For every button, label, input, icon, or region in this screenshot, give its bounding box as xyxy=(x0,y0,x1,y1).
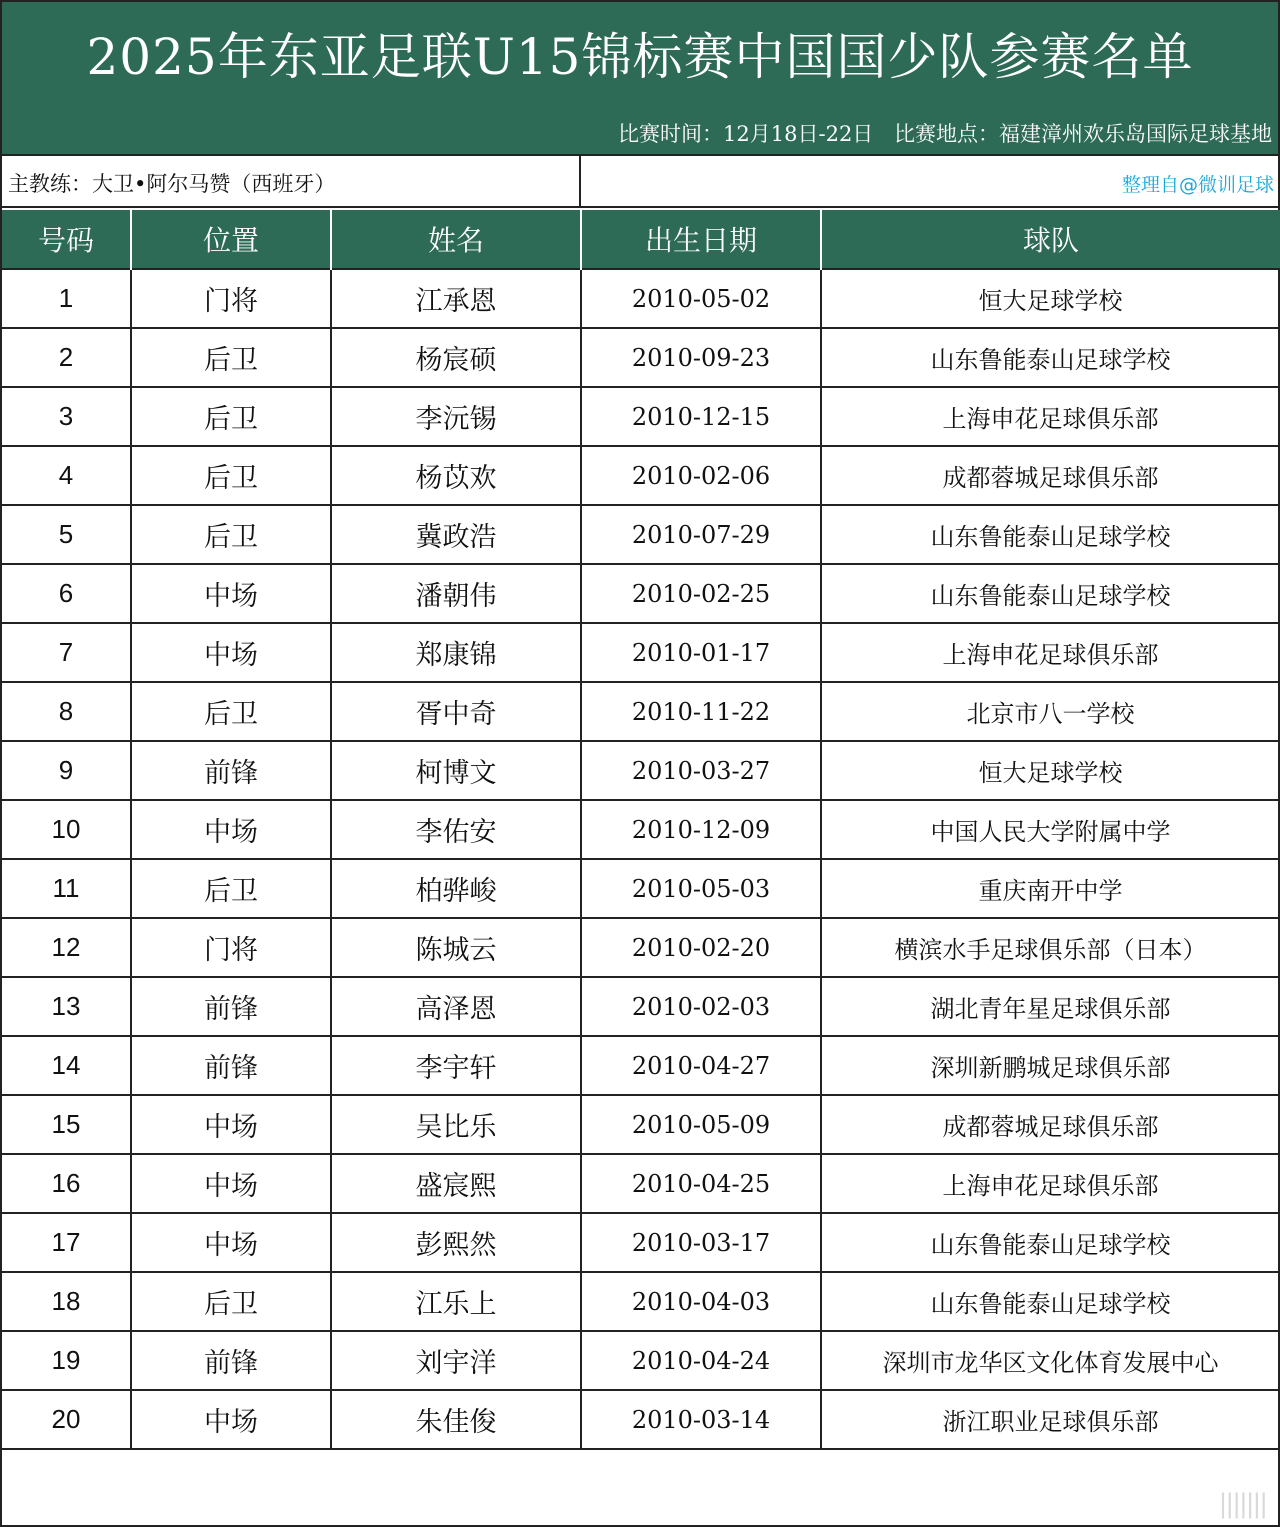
table-row xyxy=(2,682,1280,741)
player-team: 上海申花足球俱乐部 xyxy=(821,1154,1280,1213)
player-number: 20 xyxy=(2,1390,131,1449)
player-number: 6 xyxy=(2,564,131,623)
player-team: 深圳新鹏城足球俱乐部 xyxy=(821,1036,1280,1095)
table-row xyxy=(2,1213,1280,1272)
player-number: 1 xyxy=(2,269,131,328)
player-birthdate: 2010-02-20 xyxy=(581,918,821,977)
player-name: 冀政浩 xyxy=(331,505,581,564)
player-position: 中场 xyxy=(131,1390,331,1449)
player-number: 16 xyxy=(2,1154,131,1213)
player-name: 江承恩 xyxy=(331,269,581,328)
player-position: 中场 xyxy=(131,564,331,623)
table-row xyxy=(2,1095,1280,1154)
player-position: 后卫 xyxy=(131,328,331,387)
player-number: 15 xyxy=(2,1095,131,1154)
player-team: 重庆南开中学 xyxy=(821,859,1280,918)
player-number: 4 xyxy=(2,446,131,505)
player-number: 19 xyxy=(2,1331,131,1390)
player-name: 高泽恩 xyxy=(331,977,581,1036)
player-name: 盛宸熙 xyxy=(331,1154,581,1213)
player-position: 前锋 xyxy=(131,741,331,800)
player-team: 上海申花足球俱乐部 xyxy=(821,623,1280,682)
player-team: 成都蓉城足球俱乐部 xyxy=(821,446,1280,505)
table-row xyxy=(2,269,1280,328)
player-birthdate: 2010-05-09 xyxy=(581,1095,821,1154)
player-position: 后卫 xyxy=(131,505,331,564)
player-team: 湖北青年星足球俱乐部 xyxy=(821,977,1280,1036)
head-coach: 主教练：大卫•阿尔马赞（西班牙） xyxy=(8,172,336,196)
player-position: 后卫 xyxy=(131,859,331,918)
match-info xyxy=(604,116,1272,152)
table-row xyxy=(2,1154,1280,1213)
player-birthdate: 2010-04-25 xyxy=(581,1154,821,1213)
player-name: 柯博文 xyxy=(331,741,581,800)
player-number: 5 xyxy=(2,505,131,564)
table-row xyxy=(2,1331,1280,1390)
player-name: 吴比乐 xyxy=(331,1095,581,1154)
table-row xyxy=(2,1272,1280,1331)
watermark: ||||||| xyxy=(1218,1489,1266,1519)
player-name: 李佑安 xyxy=(331,800,581,859)
table-row xyxy=(2,623,1280,682)
player-team: 山东鲁能泰山足球学校 xyxy=(821,564,1280,623)
table-row xyxy=(2,800,1280,859)
table-row xyxy=(2,977,1280,1036)
player-birthdate: 2010-03-17 xyxy=(581,1213,821,1272)
player-name: 江乐上 xyxy=(331,1272,581,1331)
player-birthdate: 2010-07-29 xyxy=(581,505,821,564)
player-position: 后卫 xyxy=(131,1272,331,1331)
player-position: 后卫 xyxy=(131,446,331,505)
table-row xyxy=(2,564,1280,623)
source-credit[interactable]: 整理自@微训足球 xyxy=(1121,174,1274,196)
table-row xyxy=(2,446,1280,505)
player-position: 后卫 xyxy=(131,387,331,446)
player-number: 8 xyxy=(2,682,131,741)
player-number: 3 xyxy=(2,387,131,446)
table-row xyxy=(2,918,1280,977)
table-row xyxy=(2,505,1280,564)
row-divider xyxy=(579,156,581,206)
player-birthdate: 2010-12-09 xyxy=(581,800,821,859)
col-header-team: 球队 xyxy=(821,210,1280,269)
player-team: 山东鲁能泰山足球学校 xyxy=(821,328,1280,387)
table-row xyxy=(2,1036,1280,1095)
player-birthdate: 2010-03-14 xyxy=(581,1390,821,1449)
player-number: 18 xyxy=(2,1272,131,1331)
col-header-position: 位置 xyxy=(131,210,331,269)
player-position: 后卫 xyxy=(131,682,331,741)
table-row xyxy=(2,859,1280,918)
page-title: 2025年东亚足联U15锦标赛中国国少队参赛名单 xyxy=(86,28,1194,86)
player-number: 9 xyxy=(2,741,131,800)
player-name: 彭熙然 xyxy=(331,1213,581,1272)
player-birthdate: 2010-05-03 xyxy=(581,859,821,918)
player-team: 横滨水手足球俱乐部（日本） xyxy=(821,918,1280,977)
player-team: 中国人民大学附属中学 xyxy=(821,800,1280,859)
player-position: 中场 xyxy=(131,1095,331,1154)
player-team: 北京市八一学校 xyxy=(821,682,1280,741)
player-number: 7 xyxy=(2,623,131,682)
player-team: 恒大足球学校 xyxy=(821,741,1280,800)
table-row xyxy=(2,328,1280,387)
player-number: 2 xyxy=(2,328,131,387)
player-name: 陈城云 xyxy=(331,918,581,977)
player-name: 潘朝伟 xyxy=(331,564,581,623)
player-birthdate: 2010-04-24 xyxy=(581,1331,821,1390)
player-number: 12 xyxy=(2,918,131,977)
player-birthdate: 2010-01-17 xyxy=(581,623,821,682)
player-name: 刘宇洋 xyxy=(331,1331,581,1390)
player-team: 上海申花足球俱乐部 xyxy=(821,387,1280,446)
player-team: 山东鲁能泰山足球学校 xyxy=(821,1213,1280,1272)
col-header-name: 姓名 xyxy=(331,210,581,269)
player-name: 朱佳俊 xyxy=(331,1390,581,1449)
player-team: 成都蓉城足球俱乐部 xyxy=(821,1095,1280,1154)
player-name: 胥中奇 xyxy=(331,682,581,741)
player-name: 柏骅峻 xyxy=(331,859,581,918)
player-team: 恒大足球学校 xyxy=(821,269,1280,328)
player-name: 李宇轩 xyxy=(331,1036,581,1095)
player-position: 前锋 xyxy=(131,1036,331,1095)
col-header-number: 号码 xyxy=(2,210,131,269)
player-number: 14 xyxy=(2,1036,131,1095)
table-header-row xyxy=(2,210,1280,269)
player-position: 中场 xyxy=(131,1154,331,1213)
player-birthdate: 2010-02-03 xyxy=(581,977,821,1036)
player-number: 13 xyxy=(2,977,131,1036)
player-birthdate: 2010-02-25 xyxy=(581,564,821,623)
player-position: 中场 xyxy=(131,1213,331,1272)
player-name: 李沅锡 xyxy=(331,387,581,446)
player-position: 前锋 xyxy=(131,977,331,1036)
player-name: 杨苡欢 xyxy=(331,446,581,505)
table-row xyxy=(2,1390,1280,1449)
player-number: 11 xyxy=(2,859,131,918)
title-banner xyxy=(2,2,1278,154)
player-number: 17 xyxy=(2,1213,131,1272)
coach-row xyxy=(2,154,1278,208)
player-position: 中场 xyxy=(131,623,331,682)
player-position: 中场 xyxy=(131,800,331,859)
player-name: 郑康锦 xyxy=(331,623,581,682)
player-position: 前锋 xyxy=(131,1331,331,1390)
player-birthdate: 2010-05-02 xyxy=(581,269,821,328)
player-birthdate: 2010-02-06 xyxy=(581,446,821,505)
roster-table xyxy=(2,210,1280,1450)
player-birthdate: 2010-11-22 xyxy=(581,682,821,741)
match-time: 比赛时间：12月18日-22日 xyxy=(618,122,874,146)
col-header-birthdate: 出生日期 xyxy=(581,210,821,269)
match-venue: 比赛地点：福建漳州欢乐岛国际足球基地 xyxy=(894,122,1272,146)
table-row xyxy=(2,741,1280,800)
player-number: 10 xyxy=(2,800,131,859)
player-birthdate: 2010-03-27 xyxy=(581,741,821,800)
player-team: 山东鲁能泰山足球学校 xyxy=(821,1272,1280,1331)
player-birthdate: 2010-09-23 xyxy=(581,328,821,387)
player-team: 山东鲁能泰山足球学校 xyxy=(821,505,1280,564)
player-birthdate: 2010-12-15 xyxy=(581,387,821,446)
player-team: 深圳市龙华区文化体育发展中心 xyxy=(821,1331,1280,1390)
player-birthdate: 2010-04-03 xyxy=(581,1272,821,1331)
player-name: 杨宸硕 xyxy=(331,328,581,387)
player-position: 门将 xyxy=(131,918,331,977)
player-position: 门将 xyxy=(131,269,331,328)
player-birthdate: 2010-04-27 xyxy=(581,1036,821,1095)
player-team: 浙江职业足球俱乐部 xyxy=(821,1390,1280,1449)
table-row xyxy=(2,387,1280,446)
